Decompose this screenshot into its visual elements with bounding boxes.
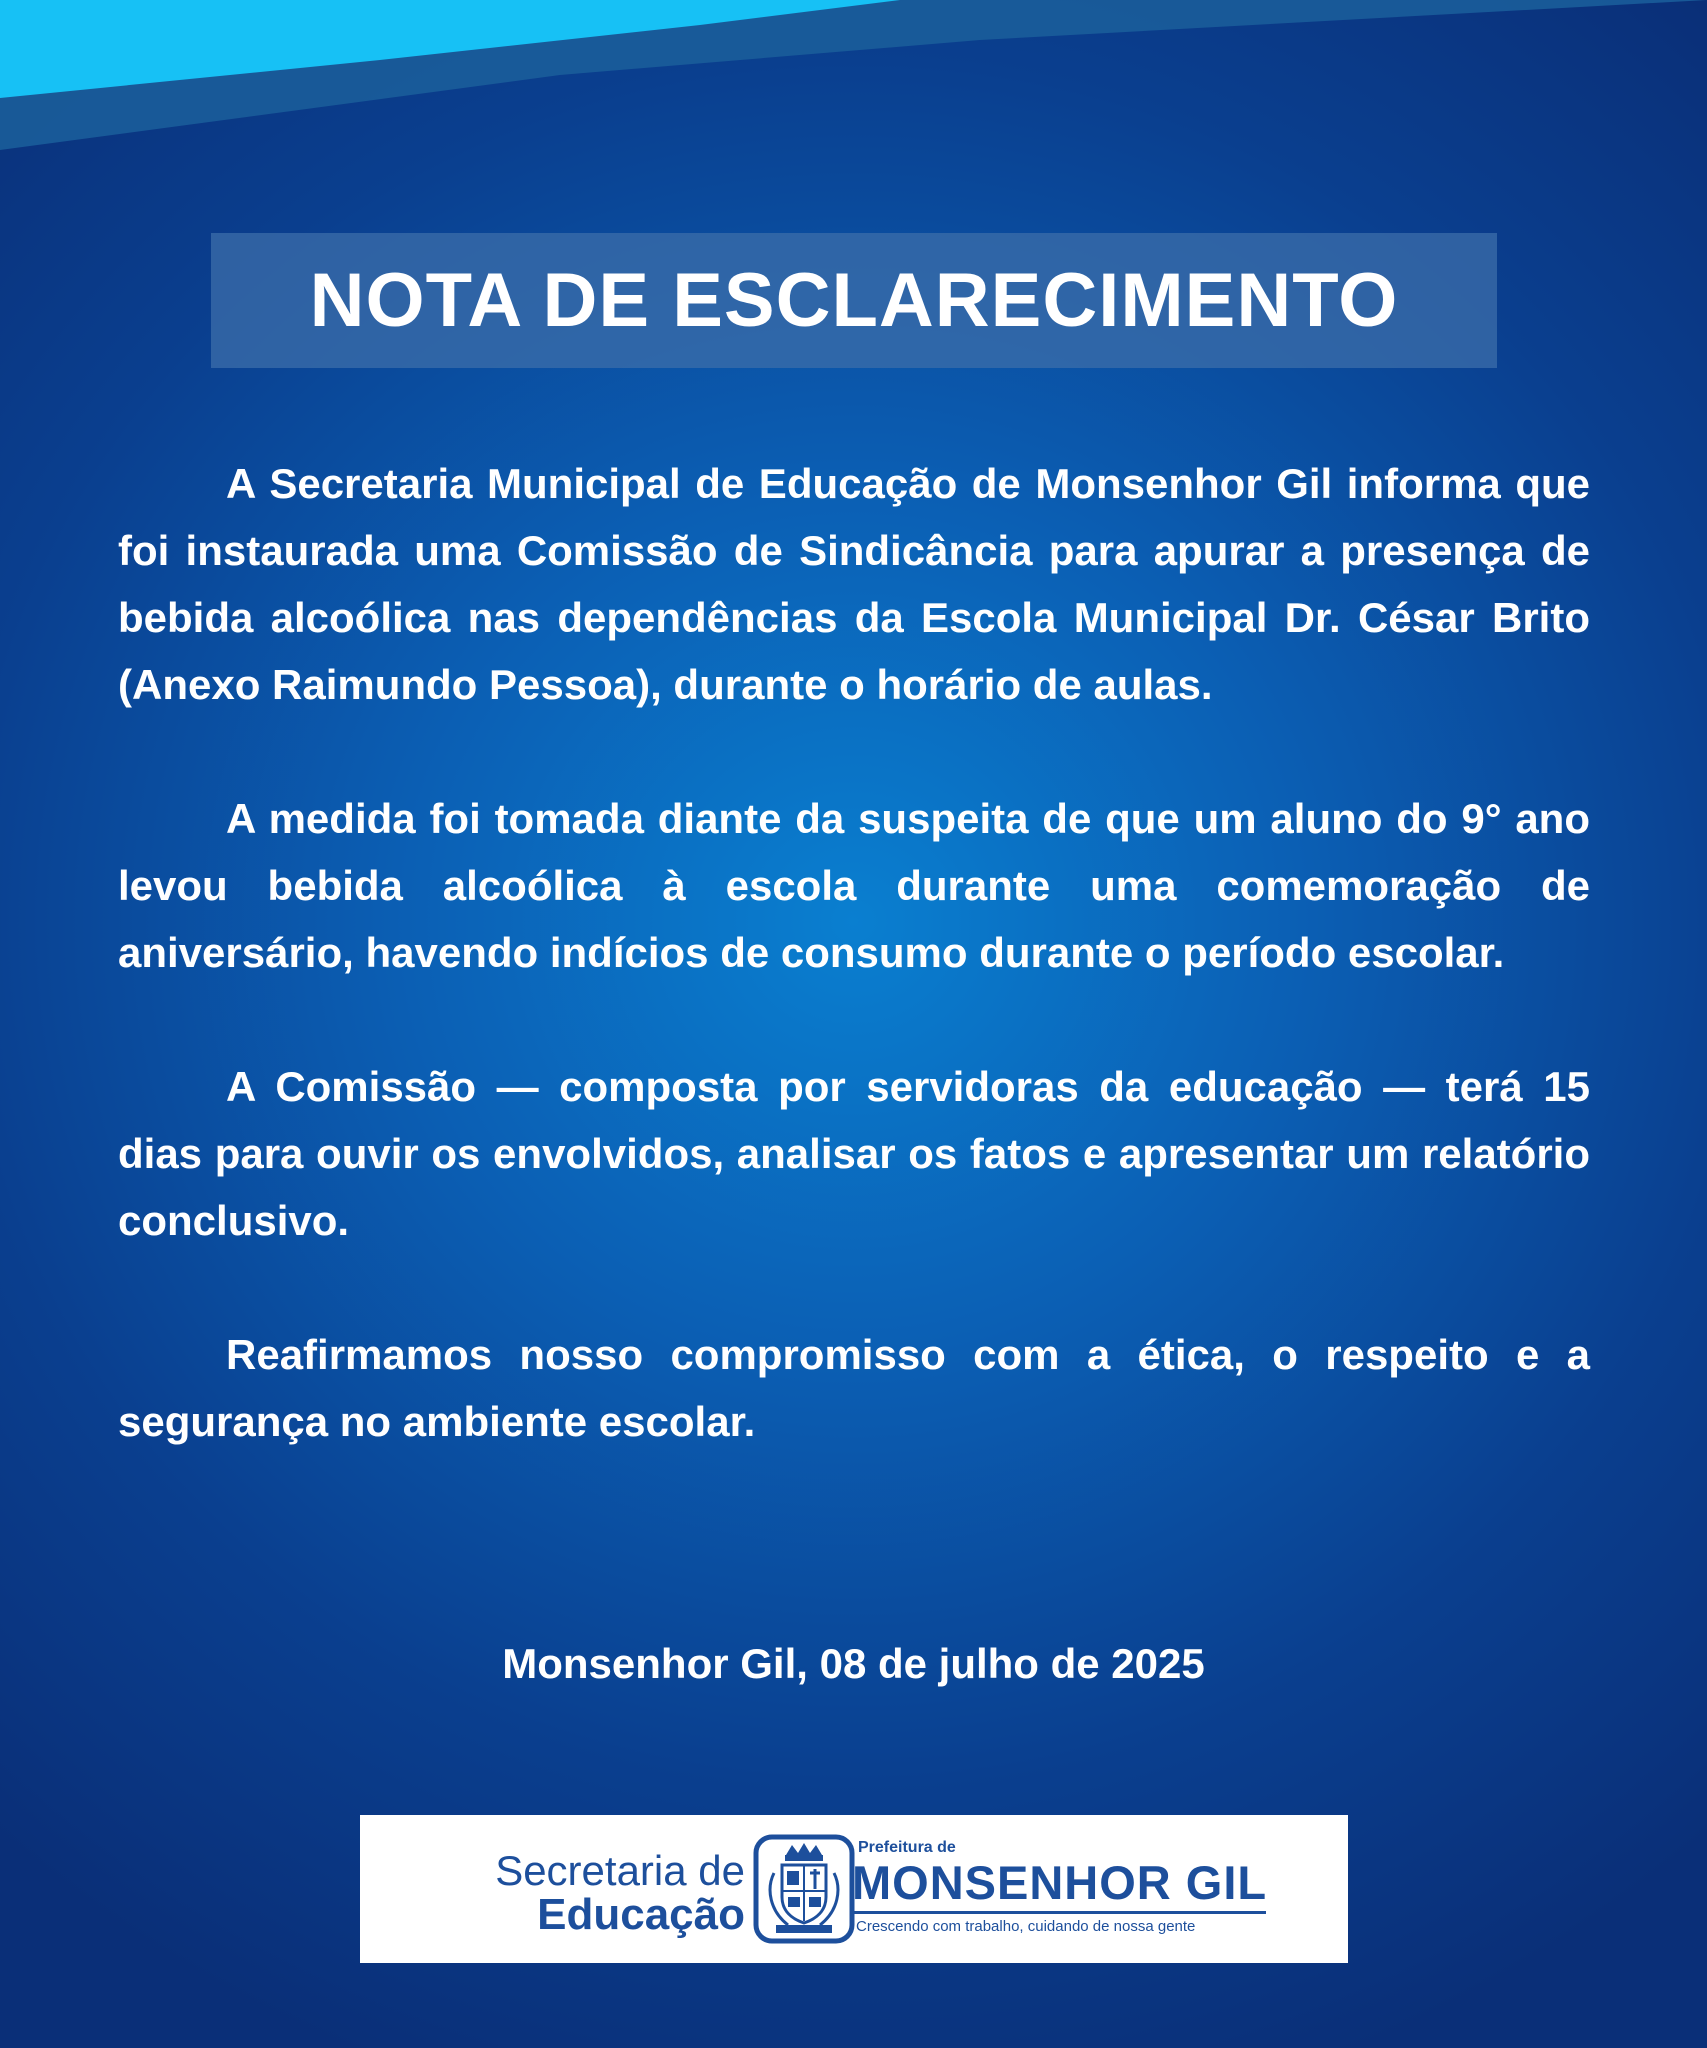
title-banner — [211, 233, 1497, 368]
statement-body — [118, 450, 1590, 1522]
paragraph-4: Reafirmamos nosso compromisso com a ética, o respeito e a segurança no ambiente escolar. — [118, 1331, 1590, 1445]
secretaria-logo-text — [445, 1849, 745, 1937]
top-swoosh-decoration — [0, 0, 1707, 160]
date-signoff: Monsenhor Gil, 08 de julho de 2025 — [502, 1640, 1205, 1687]
secretaria-line-1: Secretaria de — [495, 1847, 745, 1894]
municipal-crest-icon — [752, 1833, 856, 1945]
municipality-name: MONSENHOR GIL — [852, 1856, 1268, 1909]
secretaria-line-2: Educação — [537, 1890, 745, 1939]
paragraph-2: A medida foi tomada diante da suspeita de que um aluno do 9° ano levou bebida alcoólica à escola durante uma comemoração de aniversário, havendo indícios de consumo durante o período escolar. — [118, 795, 1590, 976]
page-title: NOTA DE ESCLARECIMENTO — [309, 258, 1399, 343]
prefeitura-label: Prefeitura de — [858, 1839, 956, 1856]
municipality-tagline: Crescendo com trabalho, cuidando de nossa gente — [856, 1918, 1196, 1935]
paragraph-1: A Secretaria Municipal de Educação de Monsenhor Gil informa que foi instaurada uma Comissão de Sindicância para apurar a presença de bebida alcoólica nas dependências da Escola Municipal Dr. César Brito (Anexo Raimundo Pessoa), durante o horário de aulas. — [118, 460, 1590, 708]
paragraph-3: A Comissão — composta por servidoras da educação — terá 15 dias para ouvir os envolvidos, analisar os fatos e apresentar um relatório conclusivo. — [118, 1063, 1590, 1244]
logo-divider — [854, 1911, 1266, 1914]
footer-logo-panel — [360, 1815, 1348, 1963]
prefeitura-logo-text — [852, 1839, 1292, 1936]
